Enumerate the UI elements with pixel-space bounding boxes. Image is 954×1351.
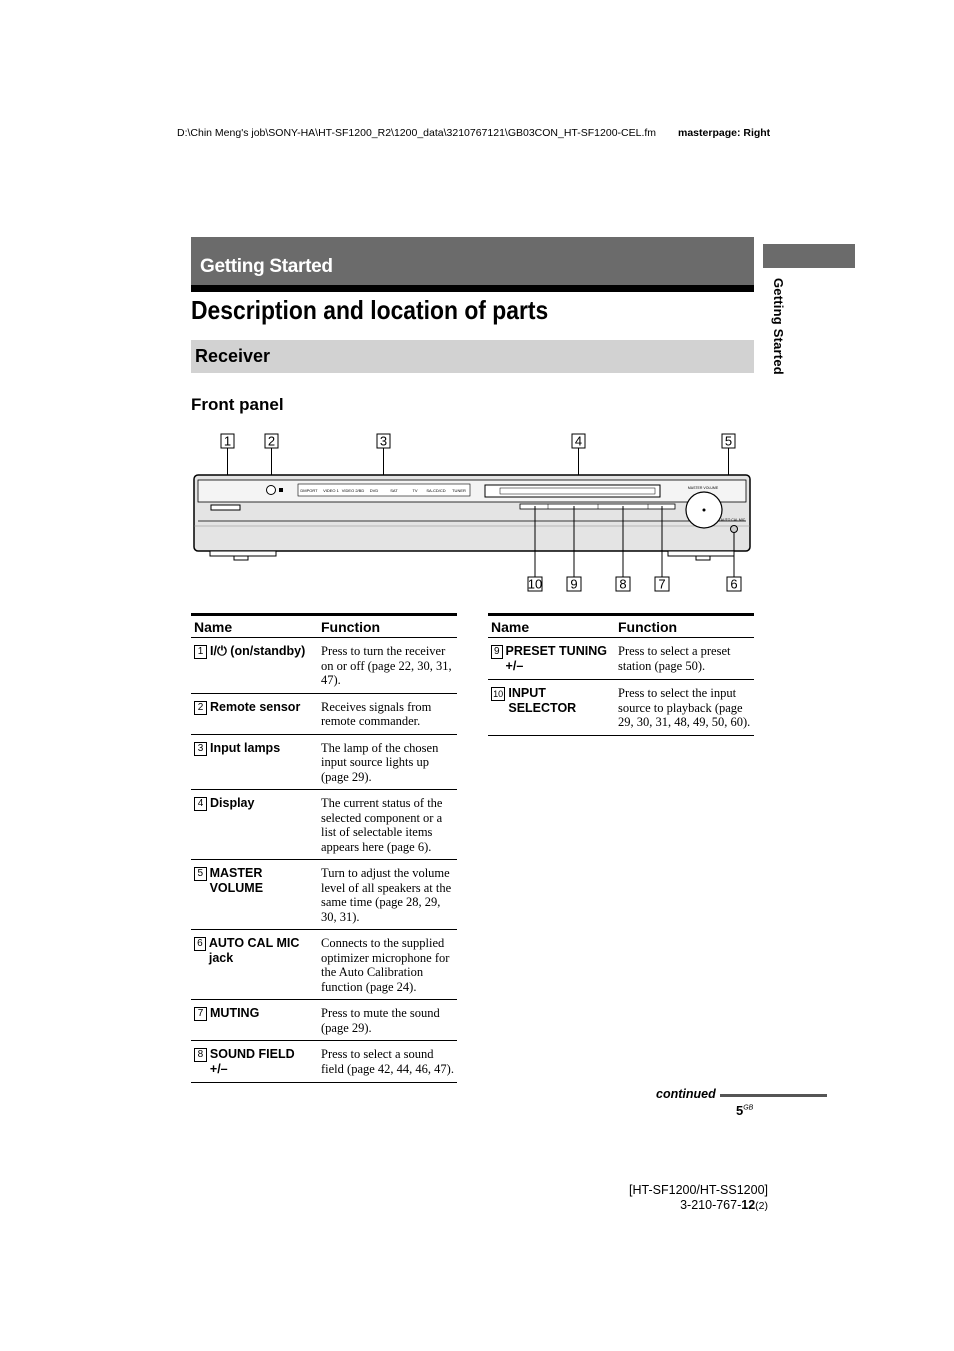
page-title: Description and location of parts: [191, 295, 549, 325]
remote-sensor-indicator: [279, 488, 283, 492]
item-function: Press to select a sound field (page 42, 44, 46, 47).: [318, 1041, 457, 1083]
item-name: SOUND FIELD +/–: [209, 1047, 295, 1076]
section-banner: [191, 340, 754, 373]
parts-table-right: [488, 613, 754, 736]
input-lamp-label: SAT: [390, 488, 398, 493]
table-row: [191, 860, 457, 930]
input-lamp-label: VIDEO 1: [323, 488, 339, 493]
side-tab-label: Getting Started: [771, 278, 786, 375]
item-name: Input lamps: [210, 740, 281, 755]
column-header-name: Name: [191, 615, 318, 638]
svg-text:8: 8: [619, 576, 627, 592]
svg-text:9: 9: [570, 576, 578, 592]
table-row: [191, 638, 457, 694]
part-prefix: 3-210-767-: [680, 1198, 742, 1212]
table-row: [191, 693, 457, 734]
header-masterpage: masterpage: Right: [678, 127, 771, 139]
table-row: [191, 790, 457, 860]
callout-label: 1: [223, 433, 232, 449]
model-name: [HT-SF1200/HT-SS1200]: [629, 1183, 768, 1197]
item-function: Press to select a preset station (page 50).: [615, 638, 754, 680]
page-number-value: 5: [736, 1103, 744, 1118]
part-suffix: (2): [755, 1200, 768, 1212]
item-number: 2: [194, 701, 207, 715]
item-function: Connects to the supplied optimizer microphone for the Auto Calibration function (page 24).: [318, 930, 457, 1000]
receiver-body: [194, 475, 750, 560]
input-lamp-label: VIDEO 2/BD: [341, 488, 365, 493]
svg-text:7: 7: [658, 576, 666, 592]
input-lamps: [298, 484, 470, 496]
input-lamp-label: SA-CD/CD: [426, 488, 446, 493]
knob-label: MASTER VOLUME: [687, 486, 719, 490]
button-strip: [520, 504, 675, 509]
table-row: [191, 1041, 457, 1083]
item-number: 8: [194, 1048, 207, 1062]
subsection-title: Front panel: [191, 395, 284, 414]
item-function: Press to select the input source to playback (page 29, 30, 31, 48, 49, 50, 60).: [615, 680, 754, 736]
item-function: Receives signals from remote commander.: [318, 693, 457, 734]
header-file-path: D:\Chin Meng's job\SONY-HA\HT-SF1200_R2\1200_data\3210767121\GB03CON_HT-SF1200-CEL.fm: [177, 127, 657, 139]
item-function: The lamp of the chosen input source lights up (page 29).: [318, 734, 457, 790]
item-function: Press to mute the sound (page 29).: [318, 1000, 457, 1041]
item-name: MUTING: [210, 1006, 260, 1020]
item-function: Turn to adjust the volume level of all speakers at the same time (page 28, 29, 30, 31).: [318, 860, 457, 930]
item-number: 7: [194, 1007, 207, 1021]
item-name: I/⏻ (on/standby): [210, 644, 306, 658]
svg-text:6: 6: [730, 576, 738, 592]
item-name: MASTER VOLUME: [209, 866, 264, 895]
item-name: INPUT SELECTOR: [508, 686, 577, 715]
item-number: 5: [194, 867, 207, 881]
column-header-function: Function: [318, 615, 457, 638]
chapter-banner: [191, 237, 754, 285]
model-info: [560, 1183, 768, 1214]
table-row: [191, 1000, 457, 1041]
chapter-title: Getting Started: [200, 256, 333, 277]
table-row: [488, 680, 754, 736]
side-tab: [763, 244, 855, 268]
input-lamp-label: TUNER: [452, 488, 466, 493]
front-panel-diagram: [190, 428, 755, 598]
input-lamp-label: DMPORT: [300, 488, 318, 493]
item-number: 10: [491, 687, 505, 701]
svg-text:4: 4: [574, 433, 583, 449]
parts-table-left: [191, 613, 457, 1083]
item-number: 6: [194, 937, 206, 951]
table-row: [191, 930, 457, 1000]
item-number: 9: [491, 645, 503, 659]
part-bold: 12: [741, 1198, 756, 1212]
svg-text:2: 2: [267, 433, 276, 449]
column-header-function: Function: [615, 615, 754, 638]
display-window: [485, 485, 660, 497]
table-row: [488, 638, 754, 680]
page-number: [736, 1103, 753, 1118]
item-function: The current status of the selected component or a list of selectable items appears here (page 6).: [318, 790, 457, 860]
chapter-rule: [191, 285, 754, 292]
section-title: Receiver: [195, 346, 271, 366]
continued-rule: [720, 1094, 827, 1097]
input-lamp-label: TV: [412, 488, 418, 493]
input-lamp-label: DVD: [369, 488, 379, 493]
item-number: 3: [194, 742, 207, 756]
power-button: [211, 505, 240, 510]
svg-text:5: 5: [724, 433, 733, 449]
remote-sensor: [267, 486, 276, 495]
part-number: [560, 1198, 768, 1214]
column-header-name: Name: [488, 615, 615, 638]
item-number: 1: [194, 645, 207, 659]
svg-text:3: 3: [379, 433, 388, 449]
page-suffix: GB: [743, 1104, 754, 1112]
item-name: Remote sensor: [210, 699, 301, 714]
table-row: [191, 734, 457, 790]
item-name: PRESET TUNING +/–: [505, 644, 607, 673]
item-name: AUTO CAL MIC jack: [208, 936, 300, 965]
mic-label: AUTO CAL MIC: [720, 518, 746, 522]
continued-label: continued: [656, 1087, 716, 1101]
svg-text:10: 10: [527, 576, 543, 592]
item-number: 4: [194, 797, 207, 811]
item-name: Display: [210, 796, 255, 810]
item-function: Press to turn the receiver on or off (page 22, 30, 31, 47).: [318, 638, 457, 694]
